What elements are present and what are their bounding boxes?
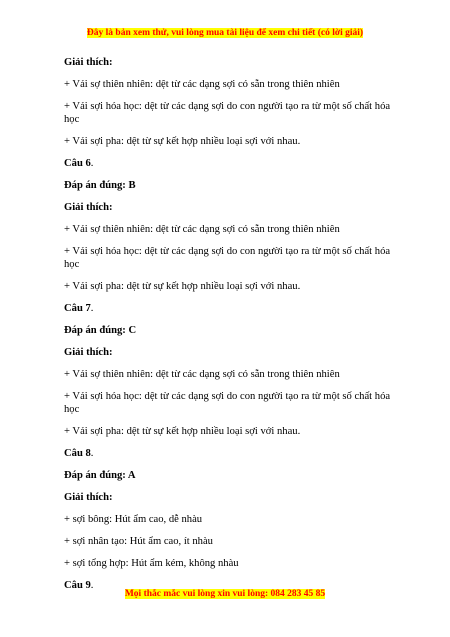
paragraph-line [64, 557, 404, 570]
heading-line [64, 201, 404, 214]
line-text: + Vải sợi pha: dệt từ sự kết hợp nhiều loại sợi với nhau. [64, 426, 301, 437]
line-text: + Vải sợi hóa học: dệt từ các dạng sợi do con người tạo ra từ một số chất hóa học [64, 246, 391, 270]
line-text: Giải thích: [64, 202, 113, 213]
line-text: Câu 7 [64, 303, 91, 314]
contact-notice-text: Mọi thắc mắc vui lòng xin vui lòng: 084 283 45 85 [124, 589, 326, 599]
paragraph-line [64, 100, 404, 126]
line-text: Câu 8 [64, 448, 91, 459]
heading-line [64, 346, 404, 359]
line-text: Câu 6 [64, 158, 91, 169]
line-text: Giải thích: [64, 492, 113, 503]
paragraph-line [64, 135, 404, 148]
preview-notice-text: Đây là bản xem thử, vui lòng mua tài liệu để xem chi tiết (có lời giải) [86, 28, 364, 38]
contact-notice-banner [0, 589, 450, 599]
line-suffix: . [90, 158, 94, 169]
line-text: + sợi nhân tạo: Hút ẩm cao, ít nhàu [64, 536, 213, 547]
line-text: + Vải sợi pha: dệt từ sự kết hợp nhiều loại sợi với nhau. [64, 281, 301, 292]
heading-line [64, 491, 404, 504]
line-text: + Vải sợi pha: dệt từ sự kết hợp nhiều loại sợi với nhau. [64, 136, 301, 147]
line-text: Câu 9 [64, 580, 91, 591]
heading-line [64, 179, 404, 192]
line-text: + Vải sợ thiên nhiên: dệt từ các dạng sợi có sẵn trong thiên nhiên [64, 79, 340, 90]
paragraph-line [64, 390, 404, 416]
document-body [64, 56, 404, 601]
paragraph-line [64, 280, 404, 293]
preview-notice-banner [0, 28, 450, 38]
line-text: Đáp án đúng: C [64, 325, 137, 336]
paragraph-line [64, 368, 404, 381]
paragraph-line [64, 245, 404, 271]
line-text: + sợi tổng hợp: Hút ẩm kém, không nhàu [64, 558, 239, 569]
line-text: + Vải sợ thiên nhiên: dệt từ các dạng sợi có sẵn trong thiên nhiên [64, 224, 340, 235]
line-text: Đáp án đúng: A [64, 470, 136, 481]
heading-line [64, 447, 404, 460]
line-text: + sợi bông: Hút ẩm cao, dễ nhàu [64, 514, 203, 525]
line-suffix: . [90, 303, 94, 314]
paragraph-line [64, 535, 404, 548]
line-text: + Vải sợi hóa học: dệt từ các dạng sợi do con người tạo ra từ một số chất hóa học [64, 391, 391, 415]
line-text: + Vải sợi hóa học: dệt từ các dạng sợi do con người tạo ra từ một số chất hóa học [64, 101, 391, 125]
line-text: Đáp án đúng: B [64, 180, 136, 191]
line-text: + Vải sợ thiên nhiên: dệt từ các dạng sợi có sẵn trong thiên nhiên [64, 369, 340, 380]
paragraph-line [64, 78, 404, 91]
paragraph-line [64, 513, 404, 526]
line-suffix: . [90, 448, 94, 459]
paragraph-line [64, 223, 404, 236]
heading-line [64, 56, 404, 69]
paragraph-line [64, 425, 404, 438]
heading-line [64, 469, 404, 482]
line-text: Giải thích: [64, 57, 113, 68]
heading-line [64, 324, 404, 337]
line-text: Giải thích: [64, 347, 113, 358]
heading-line [64, 302, 404, 315]
line-suffix: . [90, 580, 94, 591]
heading-line [64, 157, 404, 170]
